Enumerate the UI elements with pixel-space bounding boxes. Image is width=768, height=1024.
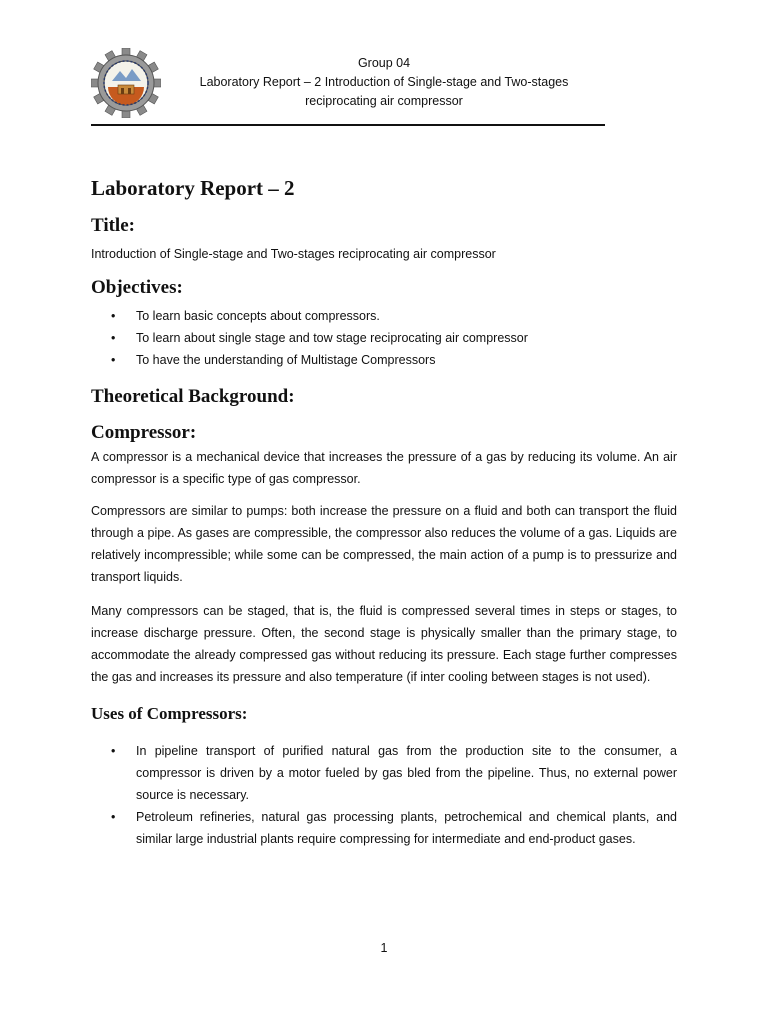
bullet-icon: • bbox=[111, 810, 116, 824]
compressor-paragraph-1: A compressor is a mechanical device that increases the pressure of a gas by reducing its volume. An air compressor is a specific type of gas compressor. bbox=[91, 450, 677, 486]
document-title: Laboratory Report – 2 bbox=[91, 176, 295, 200]
objectives-heading: Objectives: bbox=[91, 277, 183, 298]
theory-heading: Theoretical Background: bbox=[91, 386, 295, 407]
bullet-icon: • bbox=[111, 331, 116, 345]
header-group: Group 04 bbox=[357, 56, 411, 70]
page-number: 1 bbox=[380, 941, 388, 955]
header-line-1: Laboratory Report – 2 Introduction of Single-stage and Two-stages bbox=[199, 75, 569, 89]
uses-list bbox=[91, 740, 677, 850]
objectives-list bbox=[91, 305, 677, 371]
list-item: • In pipeline transport of purified natural gas from the production site to the consumer, a compressor is driven by a motor fueled by gas bled from the pipeline. Thus, no external power source is necessary. bbox=[91, 740, 677, 806]
university-logo-icon bbox=[91, 48, 161, 118]
header-line-2: reciprocating air compressor bbox=[305, 94, 463, 108]
list-item: • To learn about single stage and tow stage reciprocating air compressor bbox=[91, 327, 677, 349]
header-divider bbox=[91, 124, 605, 126]
title-heading: Title: bbox=[91, 215, 135, 236]
title-text: Introduction of Single-stage and Two-stages reciprocating air compressor bbox=[91, 247, 496, 261]
compressor-paragraph-3: Many compressors can be staged, that is, the fluid is compressed several times in steps or stages, to increase discharge pressure. Often, the second stage is physically smaller than the primary stage, to accommodate the already compressed gas without reducing its pressure. Each stage further compresses the gas and increases its pressure and also temperature (if inter cooling between stages is not used). bbox=[91, 604, 677, 684]
header-text bbox=[177, 54, 591, 111]
list-item: • To learn basic concepts about compressors. bbox=[91, 305, 677, 327]
uses-heading: Uses of Compressors: bbox=[91, 704, 248, 723]
list-item: • Petroleum refineries, natural gas processing plants, petrochemical and chemical plants, and similar large industrial plants require compressing for intermediate and end-product gases. bbox=[91, 806, 677, 850]
bullet-icon: • bbox=[111, 744, 116, 758]
compressor-paragraph-2: Compressors are similar to pumps: both increase the pressure on a fluid and both can transport the fluid through a pipe. As gases are compressible, the compressor also reduces the volume of a gas. Liquids are relatively incompressible; while some can be compressed, the main action of a pump is to pressurize and transport liquids. bbox=[91, 504, 677, 584]
page-header bbox=[91, 48, 605, 126]
bullet-icon: • bbox=[111, 309, 116, 323]
compressor-heading: Compressor: bbox=[91, 422, 197, 443]
list-item: • To have the understanding of Multistage Compressors bbox=[91, 349, 677, 371]
document-body bbox=[91, 176, 677, 850]
bullet-icon: • bbox=[111, 353, 116, 367]
